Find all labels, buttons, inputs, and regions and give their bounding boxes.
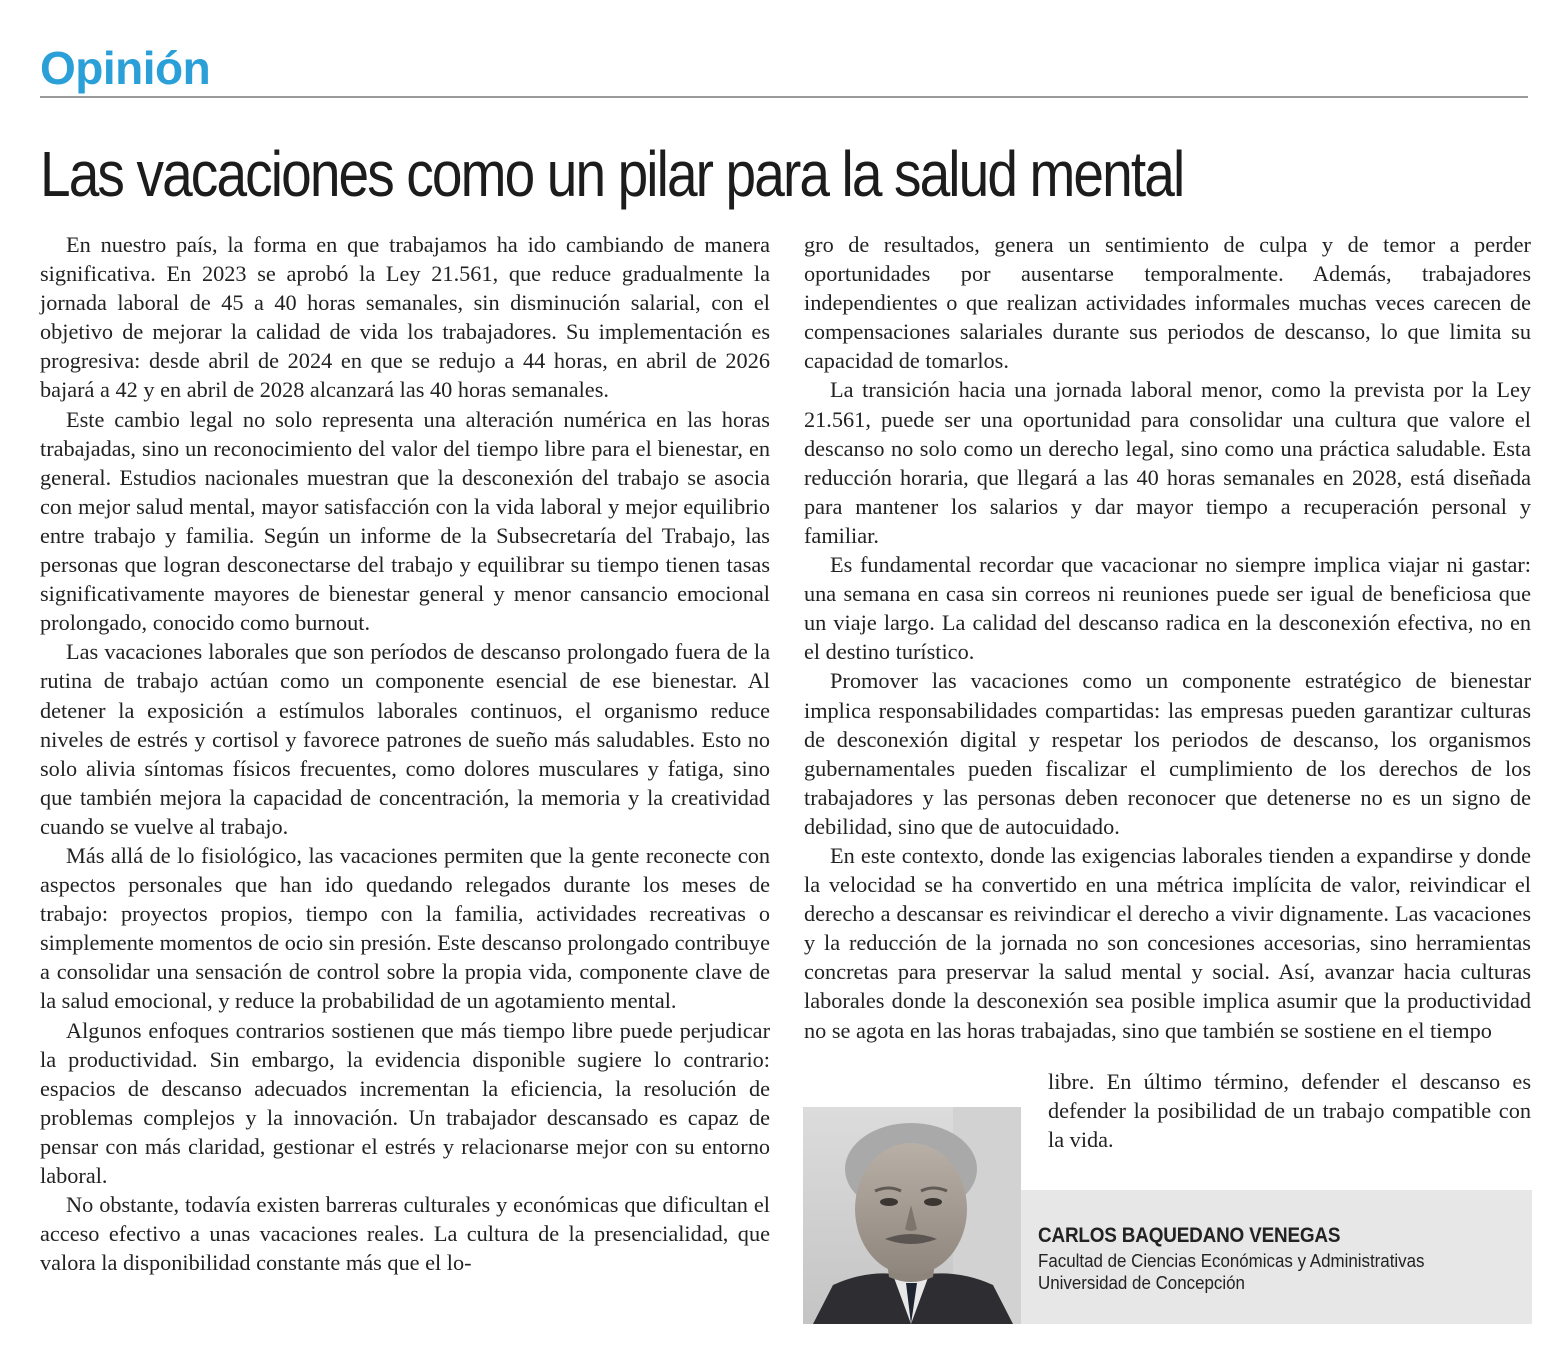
paragraph: No obstante, todavía existen barreras culturales y económicas que dificultan el acceso efectivo a unas vacaciones reales. La cultura de la presencialidad, que valora la disponibilidad constante más que el lo- xyxy=(40,1192,770,1276)
article-column-left xyxy=(40,230,770,1277)
author-portrait-icon xyxy=(803,1107,1021,1324)
section-label: Opinión xyxy=(40,42,211,94)
author-photo xyxy=(803,1107,1021,1324)
section-divider xyxy=(40,96,1528,98)
article-tail xyxy=(1048,1067,1531,1154)
paragraph: La transición hacia una jornada laboral menor, como la prevista por la Ley 21.561, puede ser una oportunidad para consolidar una cultura que valore el descanso no solo como un derecho legal, sino como una práctica saludable. Esta reducción horaria, que llegará a las 40 horas semanales en 2028, está diseñada para mantener los salarios y dar mayor tiempo a recuperación personal y familiar. xyxy=(804,377,1531,548)
paragraph-continued: libre. En último término, defender el descanso es defender la posibilidad de un trabajo compatible con la vida. xyxy=(1048,1069,1531,1153)
paragraph-continued: gro de resultados, genera un sentimiento de culpa y de temor a perder oportunidades por ausentarse temporalmente. Además, trabajadores independientes o que realizan actividades informales muchas veces carecen de compensaciones salariales durante sus periodos de descanso, lo que limita su capacidad de tomarlos. xyxy=(804,232,1531,374)
paragraph: Algunos enfoques contrarios sostienen que más tiempo libre puede perjudicar la productividad. Sin embargo, la evidencia disponible sugiere lo contrario: espacios de descanso adecuados incrementan la eficiencia, la resolución de problemas complejos y la innovación. Un trabajador descansado es capaz de pensar con más claridad, gestionar el estrés y relacionarse mejor con su entorno laboral. xyxy=(40,1017,770,1188)
paragraph: Este cambio legal no solo representa una alteración numérica en las horas trabajadas, sino un reconocimiento del valor del tiempo libre para el bienestar, en general. Estudios nacionales muestran que la desconexión del trabajo se asocia con mejor salud mental, mayor satisfacción con la vida laboral y mejor equilibrio entre trabajo y familia. Según un informe de la Subsecretaría del Trabajo, las personas que logran desconectarse del trabajo y equilibrar su tiempo tienen tasas significativamente mayores de bienestar general y menor cansancio emocional prolongado, conocido como burnout. xyxy=(40,406,770,636)
paragraph: En nuestro país, la forma en que trabajamos ha ido cambiando de manera significativa. En 2023 se aprobó la Ley 21.561, que reduce gradualmente la jornada laboral de 45 a 40 horas semanales, sin disminución salarial, con el objetivo de mejorar la calidad de vida los trabajadores. Su implementación es progresiva: desde abril de 2024 en que se redujo a 44 horas, en abril de 2026 bajará a 42 y en abril de 2028 alcanzará las 40 horas semanales. xyxy=(40,232,770,403)
author-credit xyxy=(1038,1222,1449,1294)
article-headline: Las vacaciones como un pilar para la salud mental xyxy=(40,138,1184,210)
author-affiliation-faculty: Facultad de Ciencias Económicas y Administrativas xyxy=(1038,1251,1425,1271)
paragraph: Es fundamental recordar que vacacionar no siempre implica viajar ni gastar: una semana en casa sin correos ni reuniones puede ser igual de beneficiosa que un viaje largo. La calidad del descanso radica en la desconexión efectiva, no en el destino turístico. xyxy=(804,552,1531,665)
article-column-right xyxy=(804,230,1531,1045)
paragraph: Las vacaciones laborales que son períodos de descanso prolongado fuera de la rutina de trabajo actúan como un componente esencial de ese bienestar. Al detener la exposición a estímulos laborales continuos, el organismo reduce niveles de estrés y cortisol y favorece patrones de sueño más saludables. Esto no solo alivia síntomas físicos frecuentes, como dolores musculares y fatiga, sino que también mejora la capacidad de concentración, la memoria y la creatividad cuando se vuelve al trabajo. xyxy=(40,639,770,839)
paragraph: Promover las vacaciones como un componente estratégico de bienestar implica responsabilidades compartidas: las empresas pueden garantizar culturas de desconexión digital y respetar los periodos de descanso, los organismos gubernamentales pueden fiscalizar el cumplimiento de los derechos de los trabajadores y las personas deben reconocer que detenerse no es un signo de debilidad, sino que de autocuidado. xyxy=(804,668,1531,839)
author-affiliation-university: Universidad de Concepción xyxy=(1038,1273,1245,1293)
paragraph: Más allá de lo fisiológico, las vacaciones permiten que la gente reconecte con aspectos personales que han ido quedando relegados durante los meses de trabajo: proyectos propios, tiempo con la familia, actividades recreativas o simplemente momentos de ocio sin presión. Este descanso prolongado contribuye a consolidar una sensación de control sobre la propia vida, componente clave de la salud emocional, y reduce la probabilidad de un agotamiento mental. xyxy=(40,842,770,1014)
paragraph: En este contexto, donde las exigencias laborales tienden a expandirse y donde la velocidad se ha convertido en una métrica implícita de valor, reivindicar el derecho a descansar es reivindicar el derecho a vivir dignamente. Las vacaciones y la reducción de la jornada no son concesiones accesorias, sino herramientas concretas para preservar la salud mental y social. Así, avanzar hacia culturas laborales donde la desconexión sea posible implica asumir que la productividad no se agota en las horas trabajadas, sino que también se sostiene en el tiempo xyxy=(804,842,1531,1043)
author-name: CARLOS BAQUEDANO VENEGAS xyxy=(1038,1224,1341,1247)
